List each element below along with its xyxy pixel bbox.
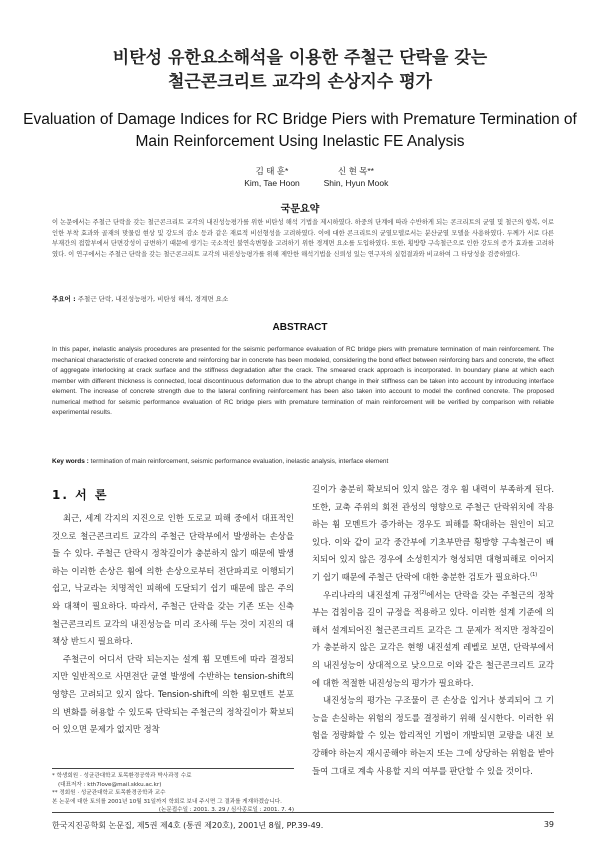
section-1-heading: 1. 서 론 (52, 488, 109, 502)
footnote-author-2: ** 정회원 · 성균관대학교 토목환경공학과 교수 (52, 790, 166, 797)
author-1-name-ko: 김 태 훈* (255, 166, 289, 176)
column-right (312, 481, 554, 780)
column-left (52, 510, 294, 739)
abstract-ko-body: 이 논문에서는 주철근 단락을 갖는 철근콘크리트 교각의 내진성능평가를 위한 비탄성 해석 기법을 제시하였다. 하중의 단계에 따라 수반하게 되는 콘크리트의 균열 및 철근의 항복, 이로 인한 부착 효과와 골재의 맞물림 현상 및 강도의 감소 등과 같은 재료적 비선형성을 고려하였다. 이에 대한 콘크리트의 균열모델로서는 분산균열 모델을 사용하였다. 두께가 서로 다른 부재간의 접합부에서 단면강성이 급변하기 때문에 생기는 국소적인 불연속변형을 고려하기 위한 경계면 요소를 도입하였다. 또한, 횡방향 구속철근으로 인한 강도의 증가 효과를 고려하였다. 이 연구에서는 주철근 단락을 갖는 철근콘크리트 교각의 내진성능평가를 위해 제안한 해석기법을 신뢰성 있는 연구자의 실험결과와 비교하여 그 타당성을 검증하였다. (52, 219, 554, 258)
title-english-line-2: Main Reinforcement Using Inelastic FE Analysis (135, 133, 465, 150)
abstract-en-heading: ABSTRACT (272, 322, 328, 333)
page-number: 39 (543, 820, 554, 829)
author-2-name-en: Shin, Hyun Mook (323, 178, 389, 188)
left-paragraph-1: 최근, 세계 각지의 지진으로 인한 도로교 피해 중에서 대표적인 것으로 철근콘크리트 교각의 주철근 단락부에서 발생하는 손상을 들 수 있다. 주철근 단락시 정착길이가 충분하지 않기 때문에 발생하는 이러한 손상은 휨에 의한 손상으로부터 전단파괴로 이행되기 쉽고, 낙교라는 치명적인 피해에 도달되기 쉽기 때문에 많은 주의와 대책이 필요하다. 따라서, 주철근 단락을 갖는 기존 또는 신축 철근콘크리트 교각의 내진성능을 미리 조사해 두는 것이 지진의 대책상 반드시 필요하다. (52, 513, 294, 647)
title-english-line-1: Evaluation of Damage Indices for RC Bridge Piers with Premature Termination of (23, 111, 577, 128)
keywords-ko-label: 주요어 : (52, 295, 76, 303)
author-2-name-ko: 신 현 목** (338, 166, 374, 176)
footnote-author-1: * 학생회원 · 성균관대학교 토목환경공학과 박사과정 수료 (52, 773, 192, 779)
right-paragraph-2 (312, 587, 554, 693)
right-paragraph-2-text-a: 우리나라의 내진설계 규정 (323, 589, 420, 600)
footer-divider (52, 812, 554, 813)
keywords-ko (52, 294, 554, 304)
footnote-dates: (논문접수일 : 2001. 3. 29 / 심사종료일 : 2001. 7. 4) (158, 807, 294, 814)
citation-ref-1: (1) (530, 572, 538, 579)
right-paragraph-2-text-b: 에서는 단락을 갖는 주철근의 정착부는 겹침이음 길이 규정을 적용하고 있다. 이러한 설계 기준에 의해서 설계되어진 철근콘크리트 교각은 그 문제가 적지만 정착길이가 충분하지 않은 교각은 현행 내진설계 레벨로 보면, 단락부에서의 내진성능이 상대적으로 낮으므로 이와 같은 철근콘크리트 교각에 대한 적절한 내진성능의 평가가 필요하다. (312, 589, 554, 688)
keywords-en (52, 457, 554, 467)
right-paragraph-1 (312, 481, 554, 587)
right-paragraph-3: 내진성능의 평가는 구조물이 큰 손상을 입거나 붕괴되어 그 기능을 손실하는 위험의 정도를 결정하기 위해 실시한다. 이러한 위험을 정량화할 수 있는 합리적인 기법이 개발되면 교량을 내진 보강해야 하는지 재시공해야 하는지 또는 그에 상당하는 위험을 받아 들여 그대로 계속 사용할 지의 여부를 판단할 수 있을 것이다. (312, 695, 554, 776)
abstract-ko-heading: 국문요약 (280, 204, 320, 215)
right-paragraph-1-text: 길이가 충분히 확보되어 있지 않은 경우 휨 내력이 부족하게 된다. 또한, 교축 주위의 회전 관성의 영향으로 주철근 단락위치에 작용하는 휨 모멘트가 증가하는 경우도 피해를 확대하는 원인이 되고 있다. 이와 같이 교각 중간부에 기초부만큼 횡방향 구속철근이 배치되어 있지 않은 경우에 소성힌지가 형성되면 대형피해로 이어지기 쉽기 때문에 주철근 단락에 대한 충분한 검토가 필요하다. (312, 484, 554, 582)
title-korean-line-1: 비탄성 유한요소해석을 이용한 주철근 단락을 갖는 (112, 48, 488, 68)
left-paragraph-2: 주철근이 어디서 단락 되는지는 설계 휨 모멘트에 따라 결정되지만 일반적으로 사면전단 균열 발생에 수반하는 tension-shift의 영향은 고려되고 있지 않다. Tension-shift에 의한 휨모멘트 분포의 변화를 허용할 수 있도록 단락되는 주철근의 정착길이가 확보되어 있으면 문제가 없지만 정착 (52, 653, 294, 735)
footnote-contact: (대표저자 : kth7love@mail.skku.ac.kr) (58, 781, 162, 788)
footnote-discussion: 본 논문에 대한 토의를 2001년 10월 31일까지 학회로 보내 주시면 그 결과를 게재하겠습니다. (52, 798, 282, 805)
citation-ref-2: (2) (419, 589, 427, 596)
title-korean-line-2: 철근콘크리트 교각의 손상지수 평가 (167, 72, 433, 92)
author-1-name-en: Kim, Tae Hoon (244, 178, 300, 188)
keywords-en-label: Key words : (52, 458, 89, 465)
footer-journal: 한국지진공학회 논문집, 제5권 제4호 (통권 제20호), 2001년 8월, PP.39-49. (52, 821, 324, 830)
keywords-ko-text: 주철근 단락, 내진성능평가, 비탄성 해석, 경계면 요소 (77, 295, 229, 303)
author-2 (296, 165, 416, 189)
footnote-divider (52, 768, 294, 769)
keywords-en-text: termination of main reinforcement, seismic performance evaluation, inelastic analysis, interface element (90, 458, 389, 465)
abstract-en-body: In this paper, inelastic analysis procedures are presented for the seismic performance evaluation of RC bridge piers with premature termination of main reinforcement. The mechanical characteristic of cracked concrete and reinforcing bar in concrete has been modeled, considering the bond effect between reinforcing bars and concrete, the effect of aggregate interlocking at crack surface and the stiffness degradation after the crack. The smeared crack approach is incorporated. In boundary plane at which each member with different thickness is connected, local discontinuous deformation due to the abrupt change in their stiffness can be taken into account by introducing interface element. The increase of concrete strength due to the lateral confining reinforcement has been also taken into account to model the confined concrete. The proposed numerical method for seismic performance evaluation of RC bridge piers with premature termination of main reinforcement will be verified by comparison with reliable experimental results. (52, 346, 554, 416)
footnotes (52, 772, 294, 815)
